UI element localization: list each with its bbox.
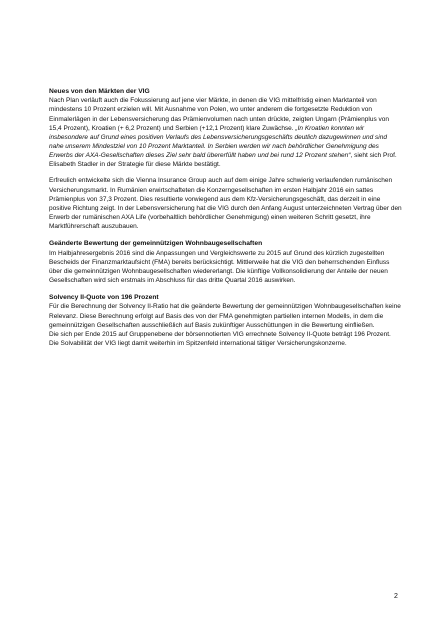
document-page [49, 87, 402, 356]
section-heading-housing: Geänderte Bewertung der gemeinnützigen Wohnbaugesellschaften [49, 240, 263, 248]
paragraph-solvency-1: Für die Berechnung der Solvency II-Ratio hat die geänderte Bewertung der gemeinnützigen Wohnbaugesellschaften keine Relevanz. Diese Berechnung erfolgt auf Basis des von der FMA genehmigten partiellen internen Modells, in dem die gemeinnützigen Gesellschaften ausschließlich auf Basis zukünftiger Ausschüttungen in die Bewertung einfließen. [49, 303, 401, 329]
quote-stadler: „In Kroatien konnten wir insbesondere auf Grund eines positiven Verlaufs des Lebensversicherungsgeschäfts deutlich dazugewinnen und sind nahe unserem Mindestziel von 10 Prozent Marktanteil. In Serbien werden wir nach behördlicher Genehmigung des Erwerbs der AXA-Gesellschaften dieses Ziel sehr bald übererfüllt haben und bei rund 12 Prozent stehen“ [49, 124, 387, 160]
paragraph-housing: Im Halbjahresergebnis 2016 sind die Anpassungen und Vergleichswerte zu 2015 auf Grund des kürzlich zugestellten Bescheids der Finanzmarktaufsicht (FMA) bereits berücksichtigt. Mittlerweile hat die VIG den beherrschenden Einfluss über die gemeinnützigen Wohnbaugesellschaften wiedererlangt. Die künftige Vollkonsolidierung der Anteile der neuen Gesellschaften wird sich erstmals im Abschluss für das dritte Quartal 2016 auswirken. [49, 249, 390, 285]
section-heading-solvency: Solvency II-Quote von 196 Prozent [49, 294, 159, 302]
page-number: 2 [394, 593, 398, 600]
section-housing [49, 239, 402, 285]
text-before-quote: Nach Plan verläuft auch die Fokussierung auf jene vier Märkte, in denen die VIG mittelfristig einen Marktanteil von mindestens 10 Prozent erzielen will. Mit Ausnahme von Polen, wo unter anderem die fortgesetzte Reduktion von Einmalerlägen in der Lebensversicherung das Prämienvolumen nach unten drückte, zeigten Ungarn (Prämienplus von 15,4 Prozent), Kroatien (+ 6,2 Prozent) und Serbien (+12,1 Prozent) klare Zuwächse. [49, 97, 389, 132]
paragraph-markets-2: Erfreulich entwickelte sich die Vienna Insurance Group auch auf dem einige Jahre schwierig verlaufenden rumänischen Versicherungsmarkt. In Rumänien erwirtschafteten die Konzerngesellschaften im ersten Halbjahr 2016 ein sattes Prämienplus von 37,3 Prozent. Dies resultierte vorwiegend aus dem Kfz-Versicherungsgeschäft, das derzeit in eine positive Richtung zeigt. In der Lebensversicherung hat die VIG durch den Anfang August unterzeichneten Vertrag über den Erwerb der rumänischen AXA Life (vorbehaltlich behördlicher Genehmigung) einen weiteren Schritt gesetzt, ihre Marktführerschaft auszubauen. [49, 177, 402, 231]
paragraph-markets-1 [49, 96, 402, 169]
section-markets [49, 87, 402, 231]
section-solvency [49, 293, 402, 348]
paragraph-gap [49, 169, 402, 176]
paragraph-solvency-2: Die sich per Ende 2015 auf Gruppenebene der börsennotierten VIG errechnete Solvency II-Quote beträgt 196 Prozent. Die Solvabilität der VIG liegt damit weiterhin im Spitzenfeld international tätiger Versicherungskonzerne. [49, 330, 391, 348]
section-heading-markets: Neues von den Märkten der VIG [49, 88, 150, 95]
text-after-quote: , sieht sich Prof. Elisabeth Stadler in der Strategie für diese Märkte bestätigt. [49, 152, 397, 169]
